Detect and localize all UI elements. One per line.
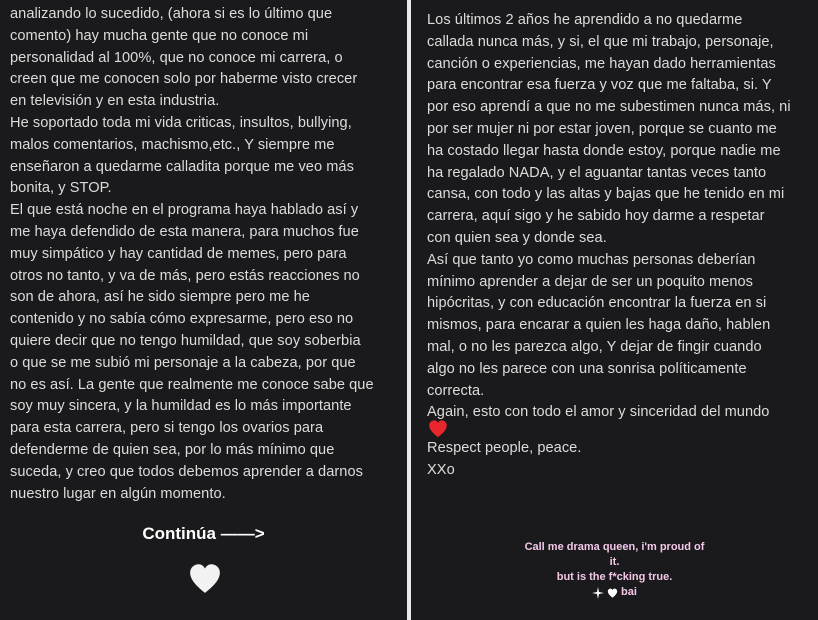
story-line: hipócritas, y con educación encontrar la fuerza en si [427,295,767,312]
red-heart-icon [428,419,448,438]
story-line: mal, o no les parezca algo, Y dejar de fingir cuando [427,338,762,355]
story-line: callada nunca más, y si, el que mi trabajo, personaje, [427,33,774,50]
story-line: analizando lo sucedido, (ahora si es lo último que [10,6,333,22]
story-line: Again, esto con todo el amor y sinceridad del mundo [427,404,770,421]
story-line: con quien sea y donde sea. [427,229,607,246]
story-line: enseñaron a quedarme calladita porque me veo más [10,158,354,175]
story-line: correcta. [427,382,485,399]
sticker-line-3: but is the f*cking true. [556,571,673,583]
drama-queen-sticker [411,540,818,604]
story-line: XXo [427,461,455,478]
story-line: o que se me subió mi personaje a la cabeza, por que [10,354,356,371]
continue-label: Continúa ——> [142,524,265,543]
sticker-sign-text: bai [621,586,637,598]
story-line: por ser mujer ni por estar joven, porque se cuanto me [427,120,777,137]
story-line: nuestro lugar en algún momento. [10,485,226,502]
sticker-line-2: it. [609,556,620,568]
story-line: He soportado toda mi vida criticas, insultos, bullying, [10,114,352,131]
story-line: son de ahora, así he sido siempre pero me he [10,289,310,306]
sticker-line-1: Call me drama queen, i'm proud of [524,541,705,553]
story-line: carrera, aquí sigo y he sabido hoy darme a respetar [427,208,765,225]
white-heart-icon [607,588,618,598]
sticker-signature [592,585,637,600]
story-line: mismos, para encarar a quien les haga daño, hablen [427,317,771,334]
story-body-text [10,4,400,505]
story-line: Respect people, peace. [427,440,582,456]
story-line: para esta carrera, pero si tengo los ovarios para [10,420,324,437]
white-heart-icon [188,562,222,594]
story-line: suceda, y creo que todos debemos aprender a darnos [10,463,363,480]
story-line: creen que me conocen solo por haberme visto crecer [10,71,358,88]
story-line: defenderme de quien sea, por lo más mínimo que [10,441,335,458]
story-line: soy muy sincera, y la humildad es lo más importante [10,398,352,415]
story-line: Así que tanto yo como muchas personas deberían [427,251,756,268]
story-line: contenido y no sabía cómo expresarme, pero eso no [10,311,354,328]
story-line: personalidad al 100%, que no conoce mi carrera, o [10,49,343,66]
story-line: El que está noche en el programa haya hablado así y [10,202,359,219]
story-line: otros no tanto, y va de más, pero estás reacciones no [10,267,360,284]
sparkles-icon [592,587,604,599]
story-line: mínimo aprender a dejar de ser un poquito menos [427,273,754,290]
story-line: quiere decir que no tengo humildad, que soy soberbia [10,332,361,349]
story-line: malos comentarios, machismo,etc., Y siempre me [10,136,335,153]
story-line: cansa, con todo y las altas y bajas que he tenido en mi [427,186,785,203]
story-line: para encontrar esa fuerza y voz que me faltaba, si. Y [427,77,772,94]
story-line: comento) hay mucha gente que no conoce mi [10,27,309,44]
story-line: en televisión y en esta industria. [10,93,220,110]
story-line: me haya defendido de esta manera, para muchos fue [10,223,359,240]
story-line: canción o experiencias, me hayan dado herramientas [427,55,776,72]
story-line: muy simpático y hay cantidad de memes, pero para [10,245,347,262]
story-line: Los últimos 2 años he aprendido a no quedarme [427,12,743,28]
story-line: por eso aprendí a que no me subestimen nunca más, ni [427,99,791,116]
story-line: no es así. La gente que realmente me conoce sabe que [10,376,374,393]
story-line: bonita, y STOP. [10,180,112,197]
story-closing-text [427,438,812,482]
story-body-text [427,10,812,424]
story-panel-left [0,0,407,620]
story-panel-right [411,0,818,620]
story-line: algo no les parece con una sonrisa políticamente [427,360,747,377]
story-line: ha regalado NADA, y el aguantar tantas veces tanto [427,164,767,181]
story-line: ha costado llegar hasta donde estoy, porque nadie me [427,142,781,159]
